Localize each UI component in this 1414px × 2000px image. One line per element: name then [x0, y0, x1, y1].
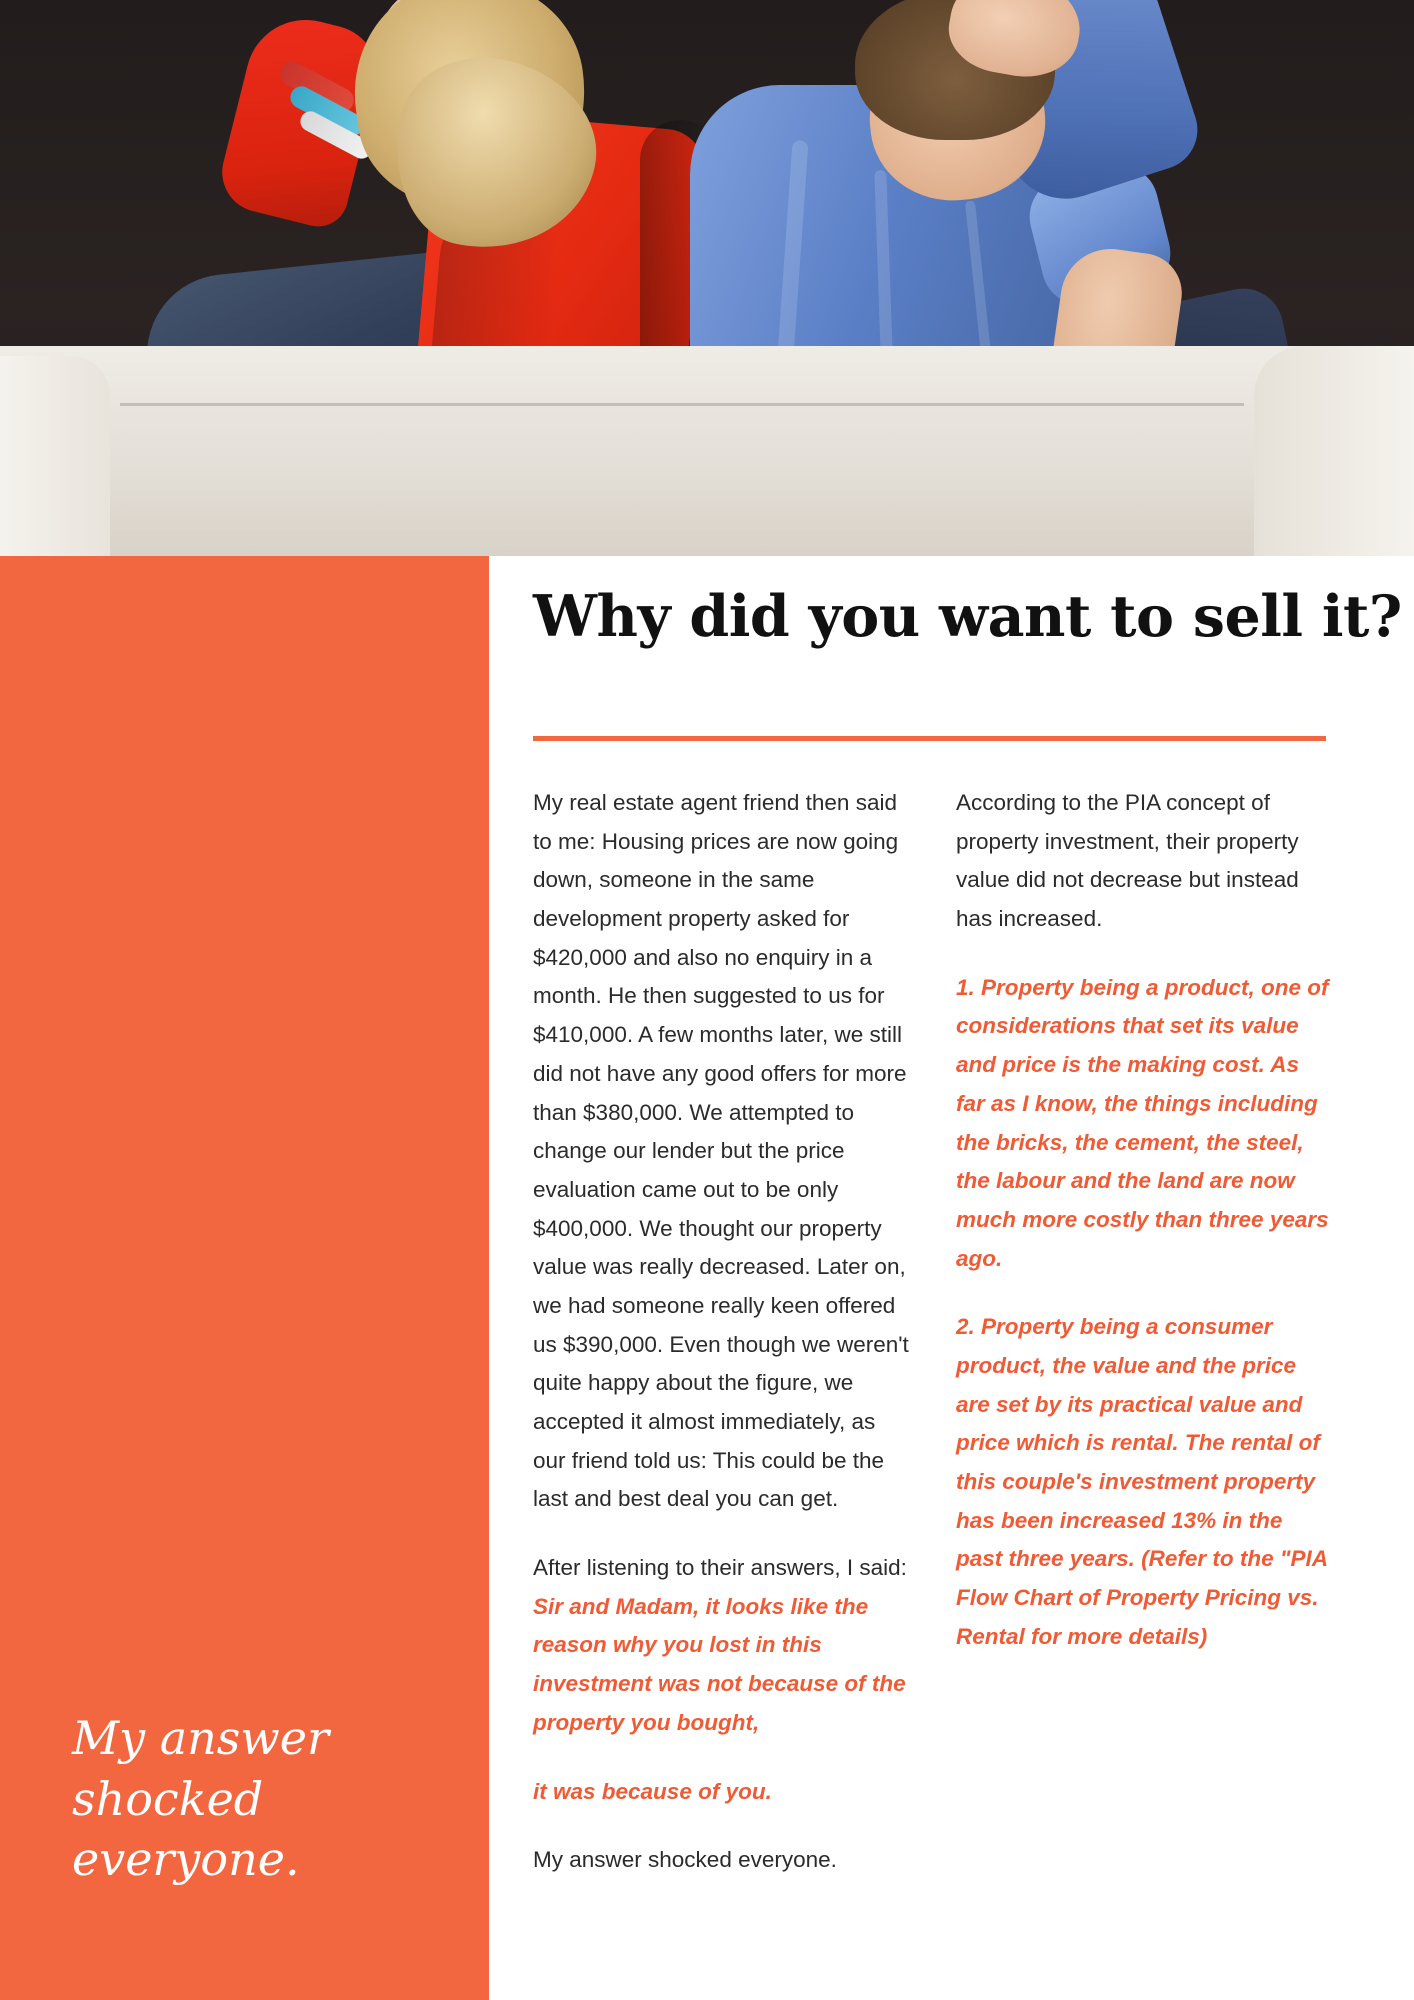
- article-column-left: [533, 784, 910, 1910]
- couch-seam: [120, 403, 1244, 406]
- accent-side-panel: [0, 556, 489, 2000]
- response-lead: After listening to their answers, I said:: [533, 1555, 907, 1581]
- article-columns: [533, 784, 1333, 1910]
- hero-photo: [0, 0, 1414, 556]
- paragraph-because-of-you: it was because of you.: [533, 1778, 772, 1804]
- couch-arm-right: [1254, 346, 1414, 556]
- paragraph-response: [533, 1549, 910, 1742]
- paragraph-pia-concept: According to the PIA concept of property investment, their property value did not decrease but instead has increased.: [956, 790, 1299, 932]
- paragraph-shocked: My answer shocked everyone.: [533, 1847, 837, 1873]
- paragraph-point-1: 1. Property being a product, one of considerations that set its value and price is the making cost. As far as I know, the things including the bricks, the cement, the steel, the labour and the land are now much more costly than three years ago.: [956, 974, 1329, 1271]
- page-title: Why did you want to sell it?: [533, 583, 1402, 650]
- article-column-right: [956, 784, 1333, 1910]
- paragraph-story: My real estate agent friend then said to me: Housing prices are now going down, someone in the same development property asked for $420,000 and also no enquiry in a month. He then suggested to us for $410,000. A few months later, we still did not have any good offers for more than $380,000. We attempted to change our lender but the price evaluation came out to be only $400,000. We thought our property value was really decreased. Later on, we had someone really keen offered us $390,000. Even though we weren't quite happy about the figure, we accepted it almost immediately, as our friend told us: This could be the last and best deal you can get.: [533, 790, 909, 1512]
- pull-quote: My answer shocked everyone.: [72, 1710, 329, 1887]
- title-divider: [533, 736, 1326, 741]
- paragraph-point-2: 2. Property being a consumer product, the value and the price are set by its practical value and price which is rental. The rental of this couple's investment property has been increased 13% in the past three years. (Refer to the "PIA Flow Chart of Property Pricing vs. Rental for more details): [956, 1314, 1328, 1649]
- couch: [0, 346, 1414, 556]
- response-accent: Sir and Madam, it looks like the reason why you lost in this investment was not because of the property you bought,: [533, 1593, 906, 1735]
- article-content: [489, 556, 1414, 2000]
- couch-arm-left: [0, 356, 110, 556]
